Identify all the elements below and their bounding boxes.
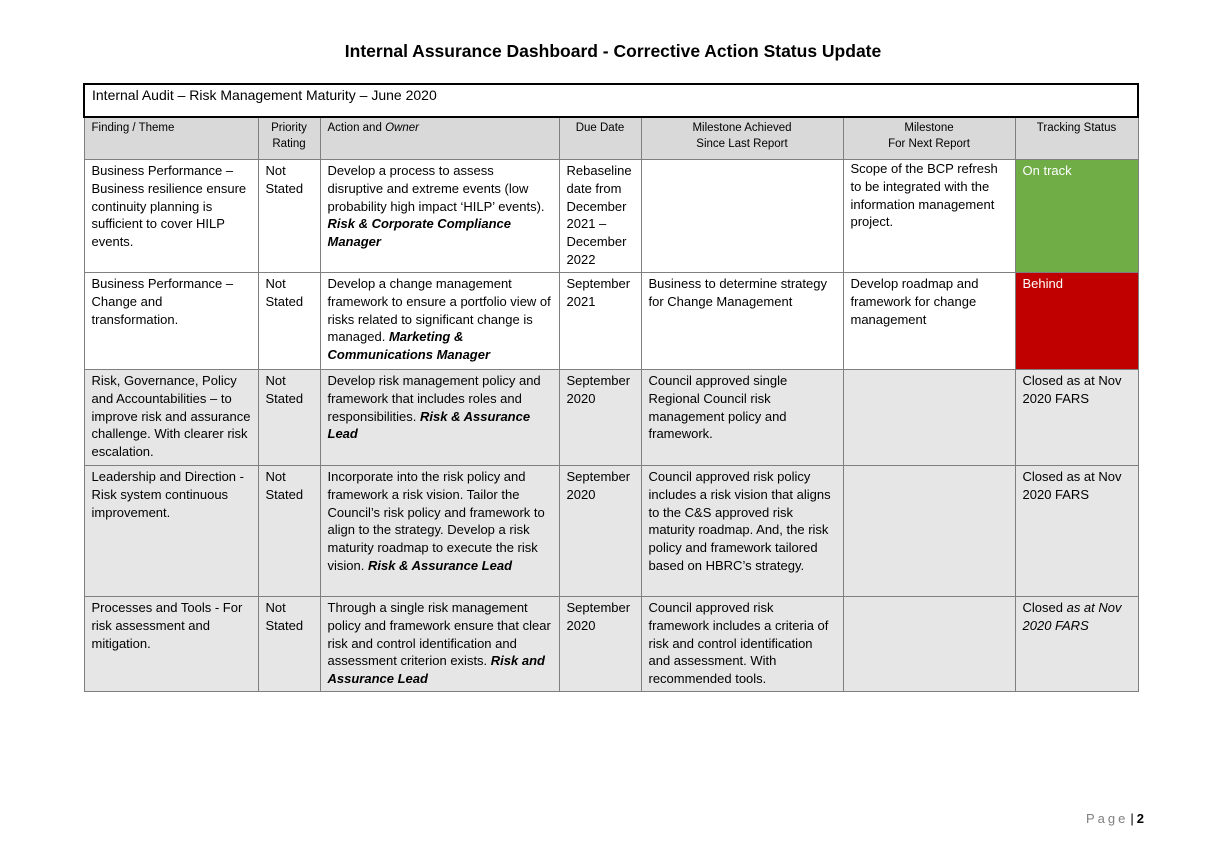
action-cell	[320, 370, 559, 466]
tracking-status-badge: Behind	[1015, 273, 1138, 370]
milestone-achieved-cell	[641, 160, 843, 273]
header-milestone-next-line2: For Next Report	[888, 138, 970, 150]
action-owner: Risk & Corporate Compliance Manager	[327, 216, 511, 250]
header-milestone-next	[843, 117, 1015, 160]
page-number: 2	[1136, 811, 1144, 826]
priority-cell: Not Stated	[258, 370, 320, 466]
header-due-date: Due Date	[559, 117, 641, 160]
header-priority: Priority Rating	[258, 117, 320, 160]
table-caption-row	[84, 84, 1138, 117]
table-row	[84, 273, 1138, 370]
header-finding: Finding / Theme	[84, 117, 258, 160]
header-milestone-achieved	[641, 117, 843, 160]
due-date-cell: September 2020	[559, 597, 641, 692]
finding-cell: Processes and Tools - For risk assessment and mitigation.	[84, 597, 258, 692]
document-title: Internal Assurance Dashboard - Corrective Action Status Update	[344, 41, 882, 61]
due-date-cell: Rebaseline date from December 2021 – December 2022	[559, 160, 641, 273]
due-date-cell: September 2021	[559, 273, 641, 370]
action-owner: Risk & Assurance Lead	[327, 408, 531, 442]
header-row	[84, 117, 1138, 160]
due-date-cell: September 2020	[559, 466, 641, 597]
milestone-achieved-cell: Council approved risk framework includes a criteria of risk and control identification and assessment. With recommended tools.	[641, 597, 843, 692]
tracking-status-cell: Closed as at Nov 2020 FARS	[1015, 466, 1138, 597]
action-owner: Marketing & Communications Manager	[327, 329, 491, 363]
header-action-label: Action and	[327, 122, 382, 134]
page-number-footer	[1086, 811, 1144, 826]
action-text: Incorporate into the risk policy and framework a risk vision. Tailor the Council’s risk policy and framework to align to the strategy. Develop a risk maturity roadmap to execute the risk vision.	[327, 469, 545, 573]
header-milestone-achieved-line2: Since Last Report	[696, 138, 788, 150]
table-caption: Internal Audit – Risk Management Maturity – June 2020	[84, 84, 1138, 117]
page-separator: |	[1130, 811, 1134, 826]
action-text: Develop risk management policy and framework that includes roles and responsibilities.	[327, 373, 541, 424]
header-milestone-achieved-line1: Milestone Achieved	[692, 122, 792, 134]
tracking-status-cell	[1015, 597, 1138, 692]
status-date-text: as at Nov 2020 FARS	[1022, 600, 1122, 633]
tracking-status-badge: On track	[1015, 160, 1138, 273]
priority-cell: Not Stated	[258, 466, 320, 597]
corrective-action-table	[83, 83, 1139, 692]
action-text: Through a single risk management policy and framework ensure that clear risk and control identification and assessment criterion exists.	[327, 600, 551, 669]
due-date-cell: September 2020	[559, 370, 641, 466]
finding-cell: Business Performance – Change and transformation.	[84, 273, 258, 370]
milestone-next-cell: Develop roadmap and framework for change management	[843, 273, 1015, 370]
header-milestone-next-line1: Milestone	[904, 122, 954, 134]
action-text: Develop a change management framework to ensure a portfolio view of risks related to significant change is managed.	[327, 276, 551, 345]
tracking-status-cell: Closed as at Nov 2020 FARS	[1015, 370, 1138, 466]
milestone-next-cell	[843, 466, 1015, 597]
finding-cell: Leadership and Direction - Risk system continuous improvement.	[84, 466, 258, 597]
milestone-next-cell: Scope of the BCP refresh to be integrated with the information management project.	[843, 160, 1015, 273]
table-row	[84, 466, 1138, 597]
priority-cell: Not Stated	[258, 597, 320, 692]
status-closed-text: Closed	[1022, 600, 1063, 615]
action-cell	[320, 466, 559, 597]
table-row	[84, 370, 1138, 466]
header-action-owner: Owner	[385, 122, 419, 134]
action-text: Develop a process to assess disruptive and extreme events (low probability high impact ‘HILP’ events).	[327, 163, 545, 214]
milestone-achieved-cell: Council approved single Regional Council risk management policy and framework.	[641, 370, 843, 466]
priority-cell: Not Stated	[258, 160, 320, 273]
header-tracking-status: Tracking Status	[1015, 117, 1138, 160]
milestone-achieved-cell: Council approved risk policy includes a risk vision that aligns to the C&S approved risk maturity roadmap. And, the risk policy and framework tailored based on HBRC’s strategy.	[641, 466, 843, 597]
page-label: Page	[1086, 811, 1129, 826]
action-owner: Risk and Assurance Lead	[327, 653, 545, 687]
table-row	[84, 597, 1138, 692]
finding-cell: Business Performance – Business resilience ensure continuity planning is sufficient to cover HILP events.	[84, 160, 258, 273]
finding-cell: Risk, Governance, Policy and Accountabilities – to improve risk and assurance challenge. With clearer risk escalation.	[84, 370, 258, 466]
action-cell	[320, 160, 559, 273]
priority-cell: Not Stated	[258, 273, 320, 370]
action-cell	[320, 597, 559, 692]
action-owner: Risk & Assurance Lead	[367, 557, 513, 573]
milestone-achieved-cell: Business to determine strategy for Change Management	[641, 273, 843, 370]
header-action	[320, 117, 559, 160]
action-cell	[320, 273, 559, 370]
milestone-next-cell	[843, 370, 1015, 466]
milestone-next-cell	[843, 597, 1015, 692]
table-row	[84, 160, 1138, 273]
